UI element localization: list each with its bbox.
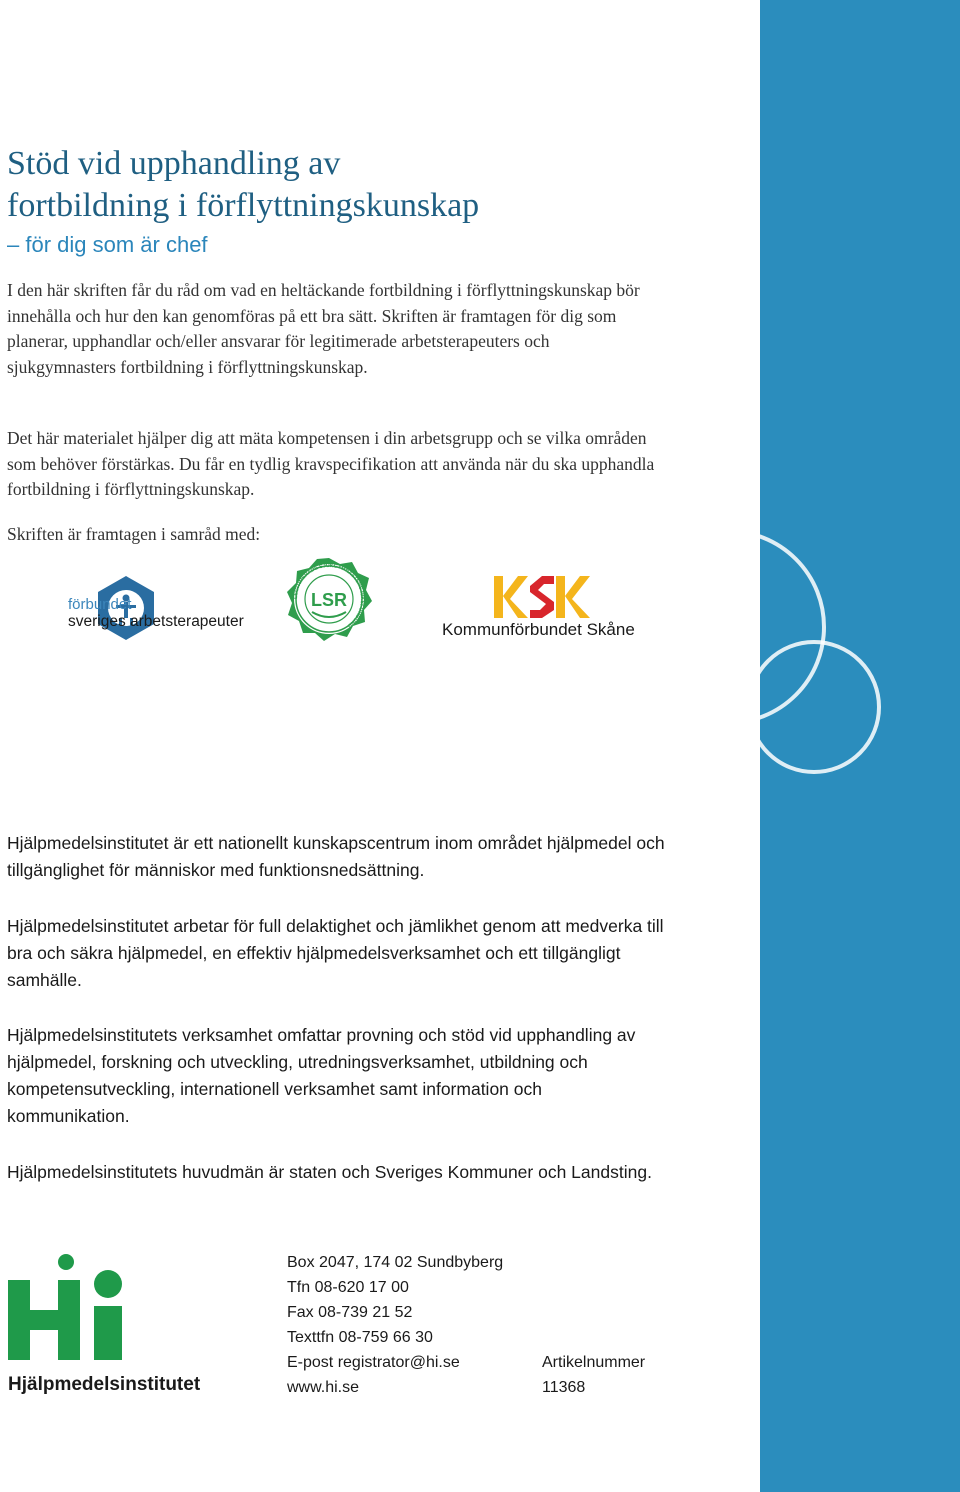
ksk-name: Kommunförbundet Skåne: [442, 620, 635, 639]
about-paragraph-4: Hjälpmedelsinstitutets huvudmän är staten och Sveriges Kommuner och Landsting.: [7, 1162, 652, 1182]
website-link[interactable]: www.hi.se: [287, 1379, 360, 1396]
subtitle: – för dig som är chef: [7, 232, 208, 257]
fsa-wordmark: [68, 596, 244, 630]
fax: Fax 08-739 21 52: [287, 1304, 413, 1321]
article-number: 11368: [542, 1379, 586, 1396]
intro-paragraph-3: Skriften är framtagen i samråd med:: [7, 524, 261, 544]
fsa-line-2: sveriges arbetsterapeuter: [68, 613, 244, 630]
article-block: [542, 1350, 645, 1400]
fsa-line-1: förbundet: [68, 596, 132, 613]
about-paragraph-3: Hjälpmedelsinstitutets verksamhet omfattar provning och stöd vid upphandling av hjälpmedel, forskning och utveckling, utredningsverksamhet, utbildning och kompetensutveckling, internationell verksamhet samt information och kommunikation.: [7, 1025, 636, 1126]
intro-paragraph-1: I den här skriften får du råd om vad en heltäckande fortbildning i förflyttningskunskap bör innehålla och hur den kan genomföras på ett bra sätt. Skriften är framtagen för dig som planerar, upphandlar och/eller ansvarar för legitimerade arbetsterapeuters och sjukgymnasters fortbildning i förflyttningskunskap.: [7, 280, 640, 377]
address: Box 2047, 174 02 Sundbyberg: [287, 1254, 504, 1271]
lsr-letters: LSR: [311, 590, 347, 610]
lsr-ring-text: LEGITIMERADE SJUKGYMNASTERS RIKSFÖRBUND: [292, 562, 366, 629]
credit-line: © Hjälpmedelsinstitutet (HI), 2011. Bilder: Anna Sigvardsson. Författare: Kicki Reifeldt. Tryckeri: Mixi Print AB, 2011: [741, 650, 757, 1392]
contact-block: [287, 1250, 503, 1400]
textphone: Texttfn 08-759 66 30: [287, 1329, 433, 1346]
email: E-post registrator@hi.se: [287, 1354, 460, 1371]
lsr-seal-logo: [286, 556, 372, 642]
intro-paragraph-2: Det här materialet hjälper dig att mäta kompetensen i din arbetsgrupp och se vilka områden som behöver förstärkas. Du får en tydlig kravspecifikation att använda när du ska upphandla fortbildning i förflyttningskunskap.: [7, 428, 655, 499]
blue-sidebar: [760, 0, 960, 1492]
title-line-1: Stöd vid upphandling av: [7, 145, 341, 182]
title-line-2: fortbildning i förflyttningskunskap: [7, 187, 480, 224]
hi-logo: [8, 1252, 133, 1370]
article-label: Artikelnummer: [542, 1354, 646, 1371]
about-paragraph-2: Hjälpmedelsinstitutet arbetar för full delaktighet och jämlikhet genom att medverka till bra och säkra hjälpmedel, en effektiv hjälpmedelsverksamhet och ett tillgängligt samhälle.: [7, 916, 664, 990]
decorative-circles: [760, 0, 960, 1492]
about-paragraph-1: Hjälpmedelsinstitutet är ett nationellt kunskapscentrum inom området hjälpmedel och tillgänglighet för människor med funktionsnedsättning.: [7, 833, 665, 880]
phone: Tfn 08-620 17 00: [287, 1279, 409, 1296]
page-title: [7, 143, 607, 227]
hi-org-name: Hjälpmedelsinstitutet: [8, 1374, 201, 1395]
circle-large: [760, 531, 824, 723]
